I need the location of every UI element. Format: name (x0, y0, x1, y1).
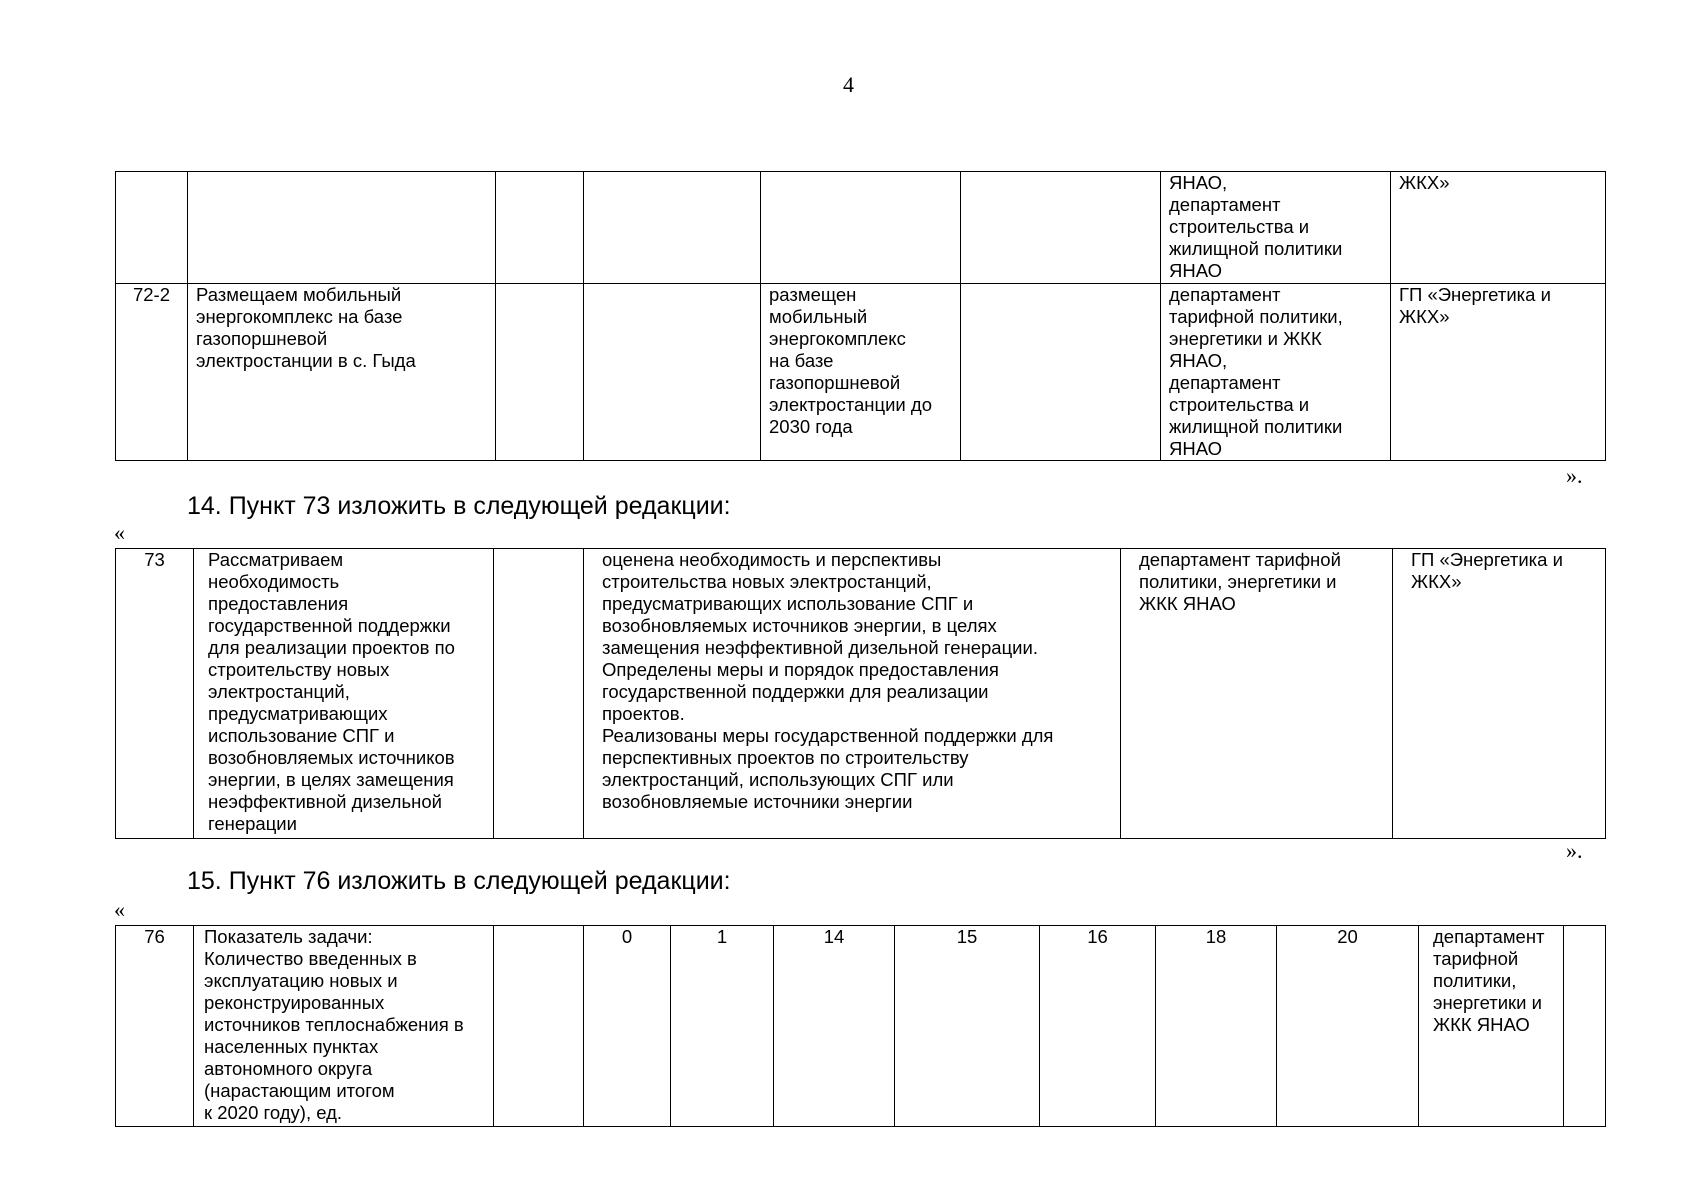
table-cell: Показатель задачи: Количество введенных в эксплуатацию новых и реконструированных источников теплоснабжения в населенных пунктах автономного округа (нарастающим итогом к 2020 году), ед. (194, 926, 494, 1127)
paragraph-item-15: 15. Пункт 76 изложить в следующей редакции: (187, 867, 731, 895)
table-cell (116, 172, 188, 284)
closing-quote: ». (1566, 838, 1583, 863)
table-cell: Размещаем мобильный энергокомплекс на базе газопоршневой электростанции в с. Гыда (188, 284, 496, 461)
table-cell: 14 (774, 926, 895, 1127)
table-cell: 20 (1277, 926, 1419, 1127)
table-cell: размещен мобильный энергокомплекс на базе газопоршневой электростанции до 2030 года (761, 284, 961, 461)
table-cell: 0 (584, 926, 671, 1127)
table-cell (494, 549, 584, 839)
table-cell (961, 284, 1161, 461)
table-cell (961, 172, 1161, 284)
opening-quote: « (114, 897, 125, 922)
table-cell (188, 172, 496, 284)
table-item-76 (115, 925, 1606, 1127)
table-cell: 15 (895, 926, 1040, 1127)
table-cell: 18 (1156, 926, 1277, 1127)
table-row (116, 549, 1606, 839)
table-cell: ЯНАО, департамент строительства и жилищной политики ЯНАО (1161, 172, 1391, 284)
table-cell (496, 284, 584, 461)
table-cell: оценена необходимость и перспективы строительства новых электростанций, предусматривающих использование СПГ и возобновляемых источников энергии, в целях замещения неэффективной дизельной генерации. Определены меры и порядок предоставления государственной поддержки для реализации проектов. Реализованы меры государственной поддержки для перспективных проектов по строительству электростанций, использующих СПГ или возобновляемые источники энергии (584, 549, 1121, 839)
table-cell (496, 172, 584, 284)
paragraph-item-14: 14. Пункт 73 изложить в следующей редакции: (187, 492, 731, 520)
table-cell: 16 (1040, 926, 1156, 1127)
page-number: 4 (843, 72, 854, 97)
table-cell: 1 (671, 926, 774, 1127)
table-cell (584, 284, 761, 461)
table-cell: ГП «Энергетика и ЖКХ» (1393, 549, 1606, 839)
table-cell: 72-2 (116, 284, 188, 461)
table-cell: Рассматриваем необходимость предоставления государственной поддержки для реализации проектов по строительству новых электростанций, предусматривающих использование СПГ и возобновляемых источников энергии, в целях замещения неэффективной дизельной генерации (194, 549, 494, 839)
table-cell: 73 (116, 549, 194, 839)
table-cell: департамент тарифной политики, энергетики и ЖКК ЯНАО (1121, 549, 1393, 839)
table-cell (761, 172, 961, 284)
closing-quote: ». (1566, 463, 1583, 488)
table-cell (1564, 926, 1606, 1127)
table-cell (584, 172, 761, 284)
table-cell: ГП «Энергетика и ЖКХ» (1391, 284, 1606, 461)
table-cell: департамент тарифной политики, энергетики и ЖКК ЯНАО (1419, 926, 1564, 1127)
table-row (116, 284, 1606, 461)
table-row (116, 926, 1606, 1127)
table-item-73 (115, 548, 1606, 839)
table-cell: ЖКХ» (1391, 172, 1606, 284)
table-continuation-72 (115, 171, 1606, 461)
table-cell (494, 926, 584, 1127)
opening-quote: « (114, 520, 125, 545)
table-cell: департамент тарифной политики, энергетики и ЖКК ЯНАО, департамент строительства и жилищной политики ЯНАО (1161, 284, 1391, 461)
table-row (116, 172, 1606, 284)
table-cell: 76 (116, 926, 194, 1127)
